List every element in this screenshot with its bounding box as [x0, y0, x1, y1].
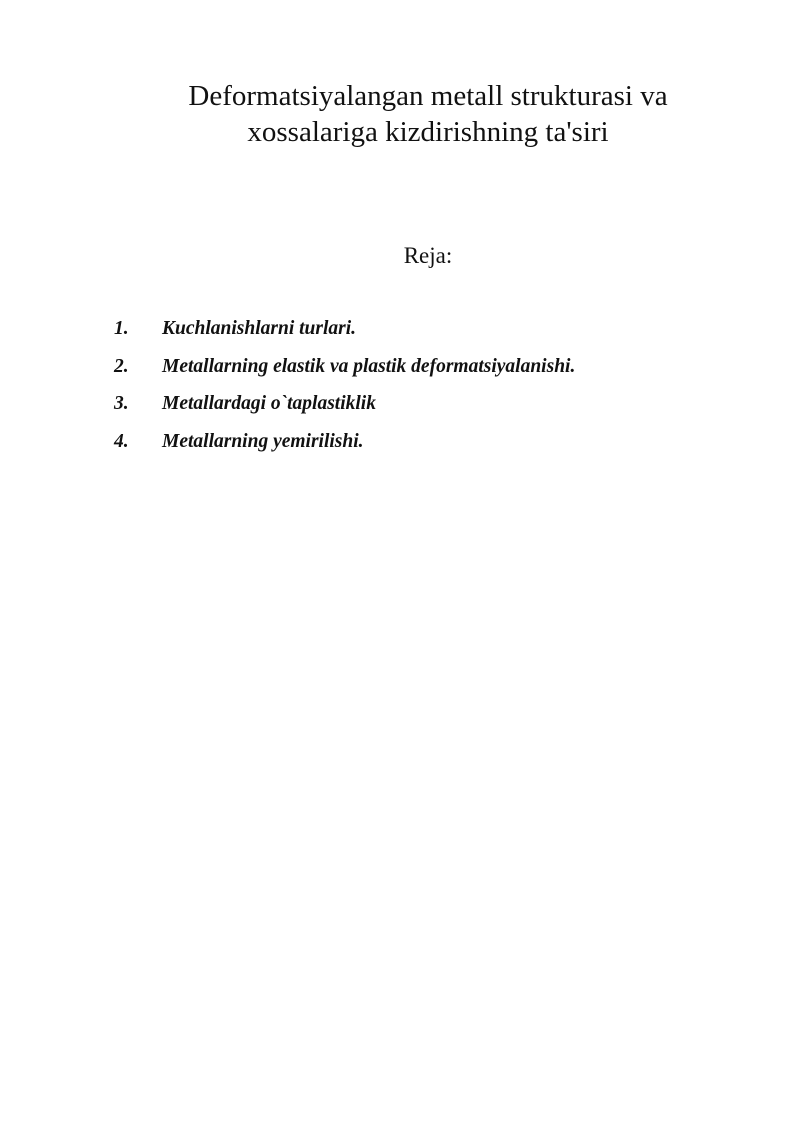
list-item-number: 1.: [114, 318, 129, 339]
list-item-number: 3.: [114, 393, 129, 414]
list-item: [114, 353, 754, 391]
list-item-text: Kuchlanishlarni turlari.: [162, 318, 357, 339]
list-item-text: Metallardagi o`taplastiklik: [162, 393, 376, 414]
page-title: [140, 78, 716, 150]
list-item: [114, 315, 754, 353]
list-item-number: 4.: [114, 430, 129, 452]
list-item-number: 2.: [114, 355, 129, 377]
list-item: [114, 390, 754, 428]
title-line-1: Deformatsiyalangan metall strukturasi va: [188, 80, 668, 112]
plan-list: [114, 315, 754, 465]
list-item-text: Metallarning elastik va plastik deformatsiyalanishi.: [162, 355, 576, 377]
plan-heading: Reja:: [403, 243, 453, 268]
title-line-2: xossalariga kizdirishning ta'siri: [247, 116, 609, 148]
list-item-text: Metallarning yemirilishi.: [162, 430, 364, 452]
list-item: [114, 428, 754, 466]
